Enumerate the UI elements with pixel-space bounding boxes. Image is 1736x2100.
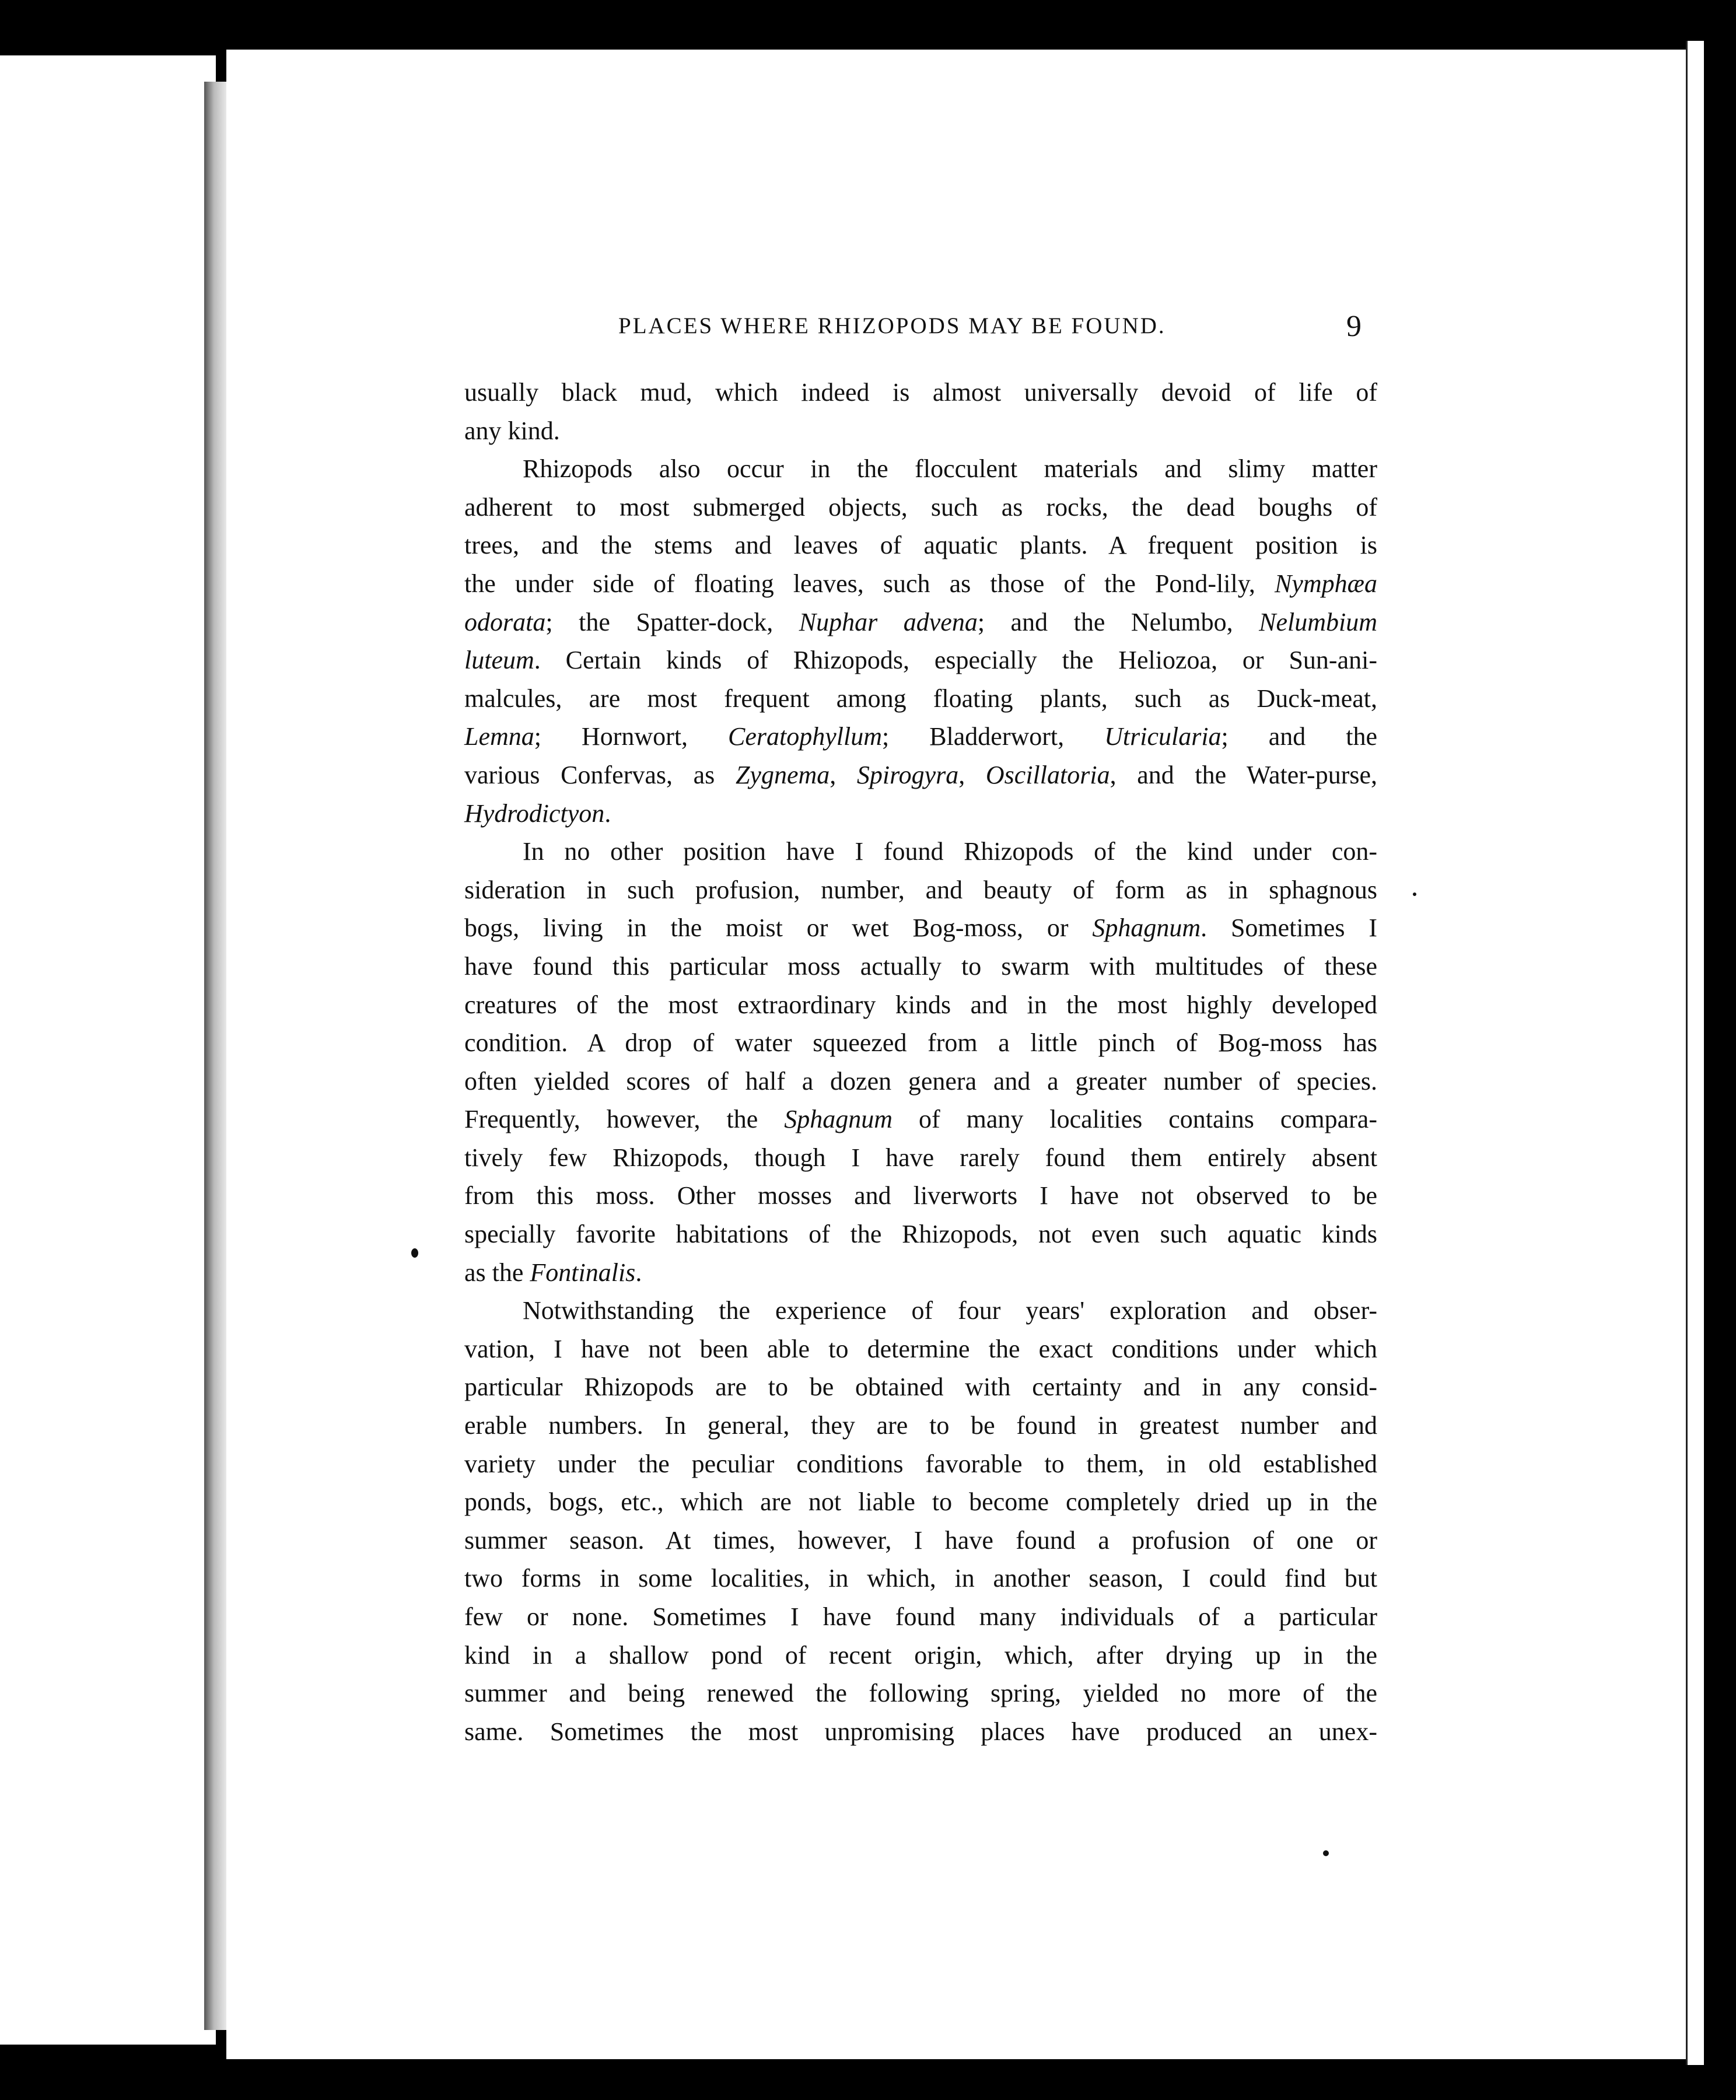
text-line: summer and being renewed the following spring, yielded no more of the — [464, 1679, 1377, 1708]
text-line: Frequently, however, the Sphagnum of many localities contains compara- — [464, 1105, 1377, 1134]
text-line: particular Rhizopods are to be obtained with certainty and in any consid- — [464, 1373, 1377, 1402]
scan-speck — [1413, 892, 1416, 896]
book-gutter — [204, 82, 226, 2030]
text-line: Lemna; Hornwort, Ceratophyllum; Bladderwort, Utricularia; and the — [464, 722, 1377, 751]
page-number: 9 — [1346, 310, 1362, 343]
text-line: Rhizopods also occur in the flocculent materials and slimy matter — [523, 454, 1377, 484]
scan-speck — [411, 1248, 418, 1258]
scan-speck — [1323, 1850, 1329, 1856]
text-line: Notwithstanding the experience of four years' exploration and obser- — [523, 1296, 1377, 1325]
text-line: Hydrodictyon. — [464, 799, 611, 828]
text-line: trees, and the stems and leaves of aquatic plants. A frequent position is — [464, 531, 1377, 560]
text-line: various Confervas, as Zygnema, Spirogyra, Oscillatoria, and the Water-purse, — [464, 760, 1378, 789]
text-line: same. Sometimes the most unpromising places have produced an unex- — [464, 1717, 1377, 1746]
text-line: kind in a shallow pond of recent origin, which, after drying up in the — [464, 1640, 1377, 1670]
text-line: variety under the peculiar conditions favorable to them, in old established — [464, 1449, 1377, 1478]
text-line: as the Fontinalis. — [464, 1258, 642, 1287]
text-line: tively few Rhizopods, though I have rarely found them entirely absent — [464, 1143, 1377, 1172]
body-text — [464, 373, 1377, 1751]
text-line: from this moss. Other mosses and liverworts I have not observed to be — [464, 1181, 1377, 1210]
text-line: summer season. At times, however, I have found a profusion of one or — [464, 1525, 1377, 1555]
text-line: odorata; the Spatter-dock, Nuphar advena; and the Nelumbo, Nelumbium — [464, 607, 1377, 636]
text-line: malcules, are most frequent among floating plants, such as Duck-meat, — [464, 684, 1377, 713]
text-line: specially favorite habitations of the Rhizopods, not even such aquatic kinds — [464, 1220, 1377, 1249]
text-line: have found this particular moss actually to swarm with multitudes of these — [464, 951, 1377, 981]
text-line: In no other position have I found Rhizopods of the kind under con- — [523, 837, 1377, 866]
page-edge — [1686, 41, 1704, 2065]
text-line: the under side of floating leaves, such as those of the Pond-lily, Nymphæa — [464, 569, 1377, 598]
text-line: any kind. — [464, 416, 560, 445]
running-head: PLACES WHERE RHIZOPODS MAY BE FOUND. — [618, 313, 1166, 338]
text-line: creatures of the most extraordinary kinds and in the most highly developed — [464, 990, 1377, 1019]
page-header — [618, 309, 1377, 344]
text-line: erable numbers. In general, they are to be found in greatest number and — [464, 1411, 1377, 1440]
text-line: few or none. Sometimes I have found many individuals of a particular — [464, 1602, 1377, 1631]
text-line: adherent to most submerged objects, such as rocks, the dead boughs of — [464, 492, 1377, 522]
text-line: usually black mud, which indeed is almost universally devoid of life of — [464, 378, 1377, 407]
text-line: two forms in some localities, in which, in another season, I could find but — [464, 1564, 1377, 1593]
text-line: condition. A drop of water squeezed from a little pinch of Bog-moss has — [464, 1028, 1377, 1058]
text-line: ponds, bogs, etc., which are not liable to become completely dried up in the — [464, 1488, 1377, 1517]
text-line: vation, I have not been able to determine the exact conditions under which — [464, 1334, 1377, 1363]
text-line: sideration in such profusion, number, and beauty of form as in sphagnous — [464, 875, 1377, 904]
facing-page-edge — [0, 55, 216, 2045]
text-line: bogs, living in the moist or wet Bog-moss, or Sphagnum. Sometimes I — [464, 914, 1377, 943]
text-line: luteum. Certain kinds of Rhizopods, especially the Heliozoa, or Sun-ani- — [464, 646, 1377, 675]
text-line: often yielded scores of half a dozen genera and a greater number of species. — [464, 1066, 1377, 1096]
